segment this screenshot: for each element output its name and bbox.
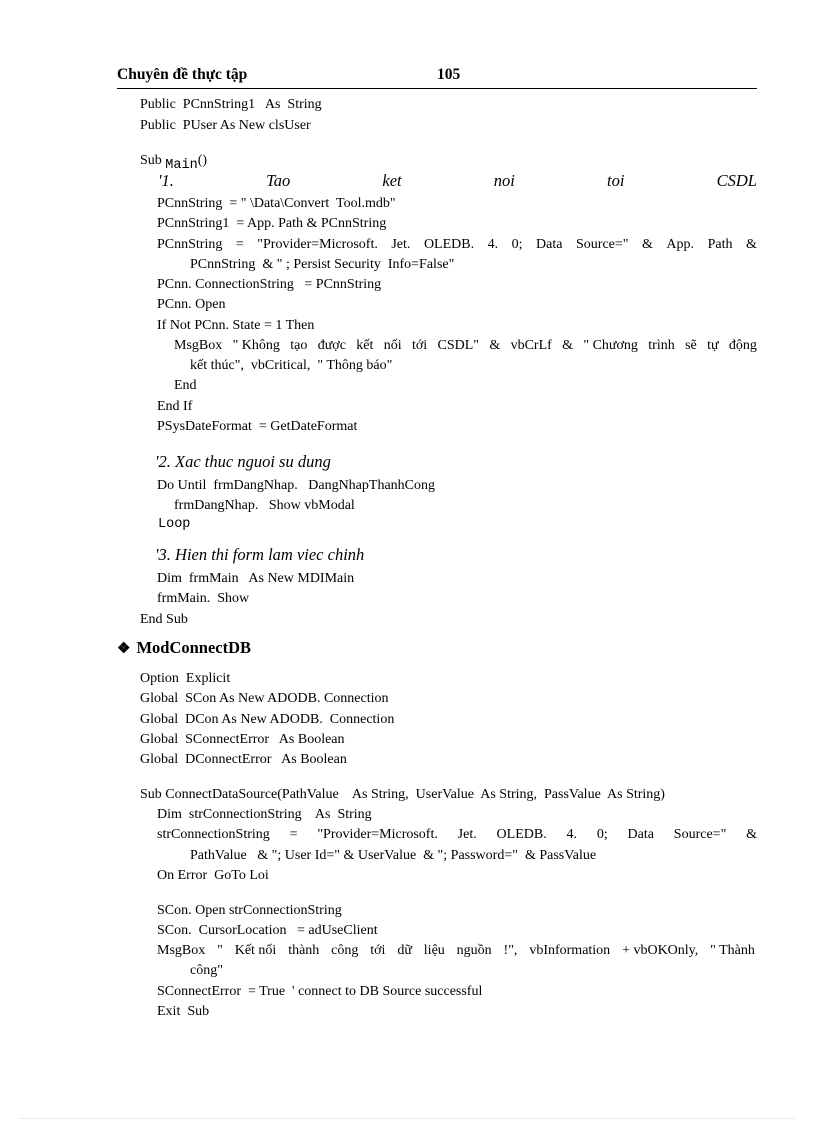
code-word: " Chương bbox=[583, 338, 638, 353]
code-word: động bbox=[728, 338, 757, 353]
code-line: công" bbox=[190, 963, 223, 978]
code-word: & bbox=[746, 827, 757, 842]
code-word: + vbOKOnly, bbox=[622, 943, 699, 958]
code-word: OLEDB. bbox=[423, 237, 475, 252]
code-word: ket bbox=[382, 171, 402, 190]
page-number: 105 bbox=[437, 66, 461, 83]
code-word: MsgBox bbox=[157, 943, 206, 958]
code-line: Dim strConnectionString As String bbox=[157, 807, 372, 822]
code-line bbox=[157, 826, 757, 844]
code-line: Public PCnnString1 As String bbox=[140, 97, 322, 112]
code-line: Dim frmMain As New MDIMain bbox=[157, 571, 355, 586]
code-line: Global SConnectError As Boolean bbox=[140, 732, 345, 747]
comment-line: '2. Xac thuc nguoi su dung bbox=[155, 452, 331, 471]
code-line: End Sub bbox=[140, 612, 188, 627]
code-line: Global DCon As New ADODB. Connection bbox=[140, 712, 395, 727]
code-word: toi bbox=[607, 171, 625, 190]
code-word: Tao bbox=[266, 171, 291, 190]
sub-name: Main bbox=[165, 158, 198, 173]
code-line: If Not PCnn. State = 1 Then bbox=[157, 318, 315, 333]
code-word: 0; bbox=[511, 237, 523, 252]
code-word: & bbox=[745, 237, 757, 252]
code-word: = bbox=[289, 827, 298, 842]
code-line bbox=[157, 236, 757, 254]
code-word: & bbox=[642, 237, 653, 252]
code-word: Jet. bbox=[457, 827, 477, 842]
code-word: kết bbox=[356, 338, 374, 353]
code-line: SCon. Open strConnectionString bbox=[157, 903, 342, 918]
code-line: kết thúc", vbCritical, " Thông báo" bbox=[190, 358, 393, 373]
code-word: PCnnString bbox=[157, 237, 223, 252]
code-word: Path bbox=[707, 237, 733, 252]
diamond-bullet-icon: ❖ bbox=[117, 641, 131, 657]
code-line: On Error GoTo Loi bbox=[157, 868, 269, 883]
code-word: Source=" bbox=[576, 237, 629, 252]
code-word: OLEDB. bbox=[496, 827, 547, 842]
code-line: PCnn. ConnectionString = PCnnString bbox=[157, 277, 382, 292]
code-word: Jet. bbox=[391, 237, 411, 252]
code-word: CSDL bbox=[716, 171, 757, 190]
code-word: tới bbox=[411, 338, 428, 353]
code-line: PCnn. Open bbox=[157, 297, 226, 312]
code-word: tạo bbox=[290, 338, 308, 353]
code-word: & bbox=[562, 338, 574, 353]
code-line: SConnectError = True ' connect to DB Source successful bbox=[157, 984, 483, 999]
code-word: noi bbox=[493, 171, 515, 190]
code-word: !", bbox=[503, 943, 518, 958]
code-line: PCnnString = " \Data\Convert Tool.mdb" bbox=[157, 196, 396, 211]
code-word: được bbox=[317, 338, 346, 353]
code-word: công bbox=[331, 943, 359, 958]
code-line: frmMain. Show bbox=[157, 591, 250, 606]
code-word: Source=" bbox=[673, 827, 727, 842]
code-word: sẽ bbox=[685, 338, 697, 353]
code-line: Global DConnectError As Boolean bbox=[140, 752, 347, 767]
code-word: "Provider=Microsoft. bbox=[317, 827, 438, 842]
code-word: nối bbox=[383, 338, 402, 353]
sub-paren: () bbox=[197, 153, 208, 168]
code-line: frmDangNhap. Show vbModal bbox=[174, 498, 355, 513]
code-line: End bbox=[174, 378, 197, 393]
sub-main-line bbox=[140, 152, 207, 171]
section-title: ModConnectDB bbox=[136, 638, 252, 657]
section-heading bbox=[117, 638, 251, 658]
code-line: Loop bbox=[158, 517, 191, 532]
code-word: 0; bbox=[596, 827, 608, 842]
code-line: PathValue & "; User Id=" & UserValue & "; Password=" & PassValue bbox=[190, 848, 597, 863]
code-word: trình bbox=[648, 338, 675, 353]
code-line: Do Until frmDangNhap. DangNhapThanhCong bbox=[157, 478, 436, 493]
code-line bbox=[174, 337, 757, 355]
code-word: nguồn bbox=[456, 943, 492, 958]
code-line: Sub ConnectDataSource(PathValue As String, UserValue As String, PassValue As String) bbox=[140, 787, 665, 802]
code-line: PCnnString1 = App. Path & PCnnString bbox=[157, 216, 387, 231]
code-word: & bbox=[489, 338, 501, 353]
code-word: " Không bbox=[232, 338, 280, 353]
page-bottom-rule bbox=[20, 1118, 796, 1119]
code-word: " bbox=[217, 943, 223, 958]
code-word: liệu bbox=[423, 943, 445, 958]
code-word: 4. bbox=[566, 827, 578, 842]
code-word: CSDL" bbox=[437, 338, 479, 353]
code-line: Public PUser As New clsUser bbox=[140, 118, 311, 133]
code-line: Option Explicit bbox=[140, 671, 231, 686]
code-word: App. bbox=[666, 237, 695, 252]
comment-line bbox=[158, 172, 757, 190]
code-word: thành bbox=[288, 943, 320, 958]
code-word: strConnectionString bbox=[157, 827, 270, 842]
code-line: PCnnString & " ; Persist Security Info=False" bbox=[190, 257, 455, 272]
code-word: dữ bbox=[397, 943, 412, 958]
code-line: PSysDateFormat = GetDateFormat bbox=[157, 419, 358, 434]
code-line: End If bbox=[157, 399, 193, 414]
code-word: Data bbox=[627, 827, 654, 842]
sub-keyword: Sub bbox=[140, 153, 166, 168]
code-word: MsgBox bbox=[174, 338, 223, 353]
comment-line: '3. Hien thi form lam viec chinh bbox=[155, 545, 365, 564]
header-title: Chuyên đề thực tập bbox=[117, 66, 248, 83]
code-word: Data bbox=[536, 237, 563, 252]
code-line: SCon. CursorLocation = adUseClient bbox=[157, 923, 378, 938]
code-word: 4. bbox=[487, 237, 499, 252]
code-word: "Provider=Microsoft. bbox=[257, 237, 378, 252]
code-word: Kết nối bbox=[234, 943, 277, 958]
code-word: = bbox=[235, 237, 244, 252]
code-word: " Thành bbox=[710, 943, 755, 958]
code-word: tự bbox=[707, 338, 719, 353]
code-word: tới bbox=[370, 943, 386, 958]
page-header bbox=[117, 64, 757, 89]
code-word: '1. bbox=[158, 171, 174, 190]
code-word: vbInformation bbox=[529, 943, 611, 958]
code-word: vbCrLf bbox=[510, 338, 552, 353]
code-line: Global SCon As New ADODB. Connection bbox=[140, 691, 389, 706]
code-line bbox=[157, 942, 755, 960]
code-line: Exit Sub bbox=[157, 1004, 210, 1019]
